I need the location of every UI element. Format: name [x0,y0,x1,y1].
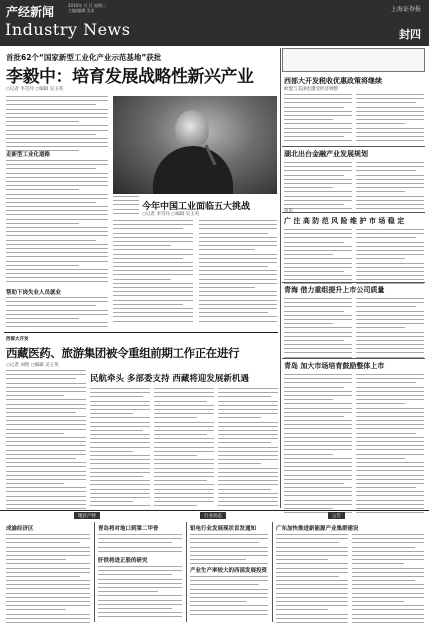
lead-headline: 李毅中：培育发展战略性新兴产业 [6,67,254,87]
right-story4-body-a [284,298,352,361]
middle-byline: ○记者 刘艳 ○编辑 吴玉英 [6,363,59,368]
para2-heading: 帮助下岗失业人员就业 [6,290,62,296]
bottom-story3-title: 肝铁将进正股的研究 [98,558,148,564]
page-label: 封四 [399,28,421,41]
bottom-story3-body [98,566,182,620]
right-rule-1 [282,146,425,147]
middle-body-col3 [154,388,214,509]
right-story5-body-b [356,374,424,516]
right-story5-body-a [284,374,352,516]
middle-body-col4 [218,388,278,509]
bottom-divider-1 [94,522,95,622]
lead-body-col2 [113,220,193,325]
bottom-story6-title: 广东加快推进新能源产业集群建设 [276,526,359,532]
lead-body-col1c [6,297,108,331]
bottom-divider-2 [186,522,187,622]
photo-caption: 今年中国工业面临五大挑战 [142,202,251,212]
right-story3-body-a [284,229,352,288]
tab-industry: 行业动态 [200,512,226,519]
right-story1-body-b [356,94,424,144]
bottom-story6-body-b [352,534,424,626]
bottom-story4-body [190,534,268,568]
bottom-story1-body [6,534,90,626]
tab-notice: 公告 [328,512,345,519]
right-story1-body-a [284,94,352,144]
right-story4-title: 青海 借力重组提升上市公司质量 [284,285,385,294]
bottom-story4-title: 铝电行业发展现状首发通知 [190,526,257,532]
photo-figure-head [175,110,209,150]
right-story1-sub: 欧盟与美国也遭受经济调整 [284,87,338,92]
middle-body-col1 [6,370,86,512]
issue-info [68,3,106,13]
lead-body-col3 [199,220,277,325]
middle-label: 西部大开发 [6,337,29,342]
right-story3-title: 广 注 高 防 范 风 险 维 护 市 场 稳 定 [284,216,405,225]
paper-name: 产经新闻 [6,5,55,19]
right-story2-body-a [284,162,352,216]
right-story4-body-b [356,298,424,361]
right-story2-title: 湖北出台金融产业发展规划 [284,149,368,158]
photo-byline: ○记者 李雪玲 ○编辑 吴玉英 [142,212,200,217]
bottom-story5-title: 产业生产率较大的西部发展投资 [190,568,268,574]
photo-figure-body [153,146,233,194]
right-rule-3 [282,282,425,283]
right-top-box [282,48,425,72]
middle-top-rule [4,332,278,333]
lead-body-col1 [6,96,108,155]
right-rule-4 [282,358,425,359]
lead-body-col2a [113,196,139,217]
issue-info-line1: 2010年 月 日 星期三 [68,3,106,8]
lead-body-col1b [6,160,108,286]
lead-photo [113,96,277,194]
bottom-story2-title: 青岛将对地口到第二甲骨 [98,526,159,532]
para1-heading: 走新型工业化道路 [6,152,51,158]
right-story5-title: 青岛 加大市场培育鼓励整体上市 [284,361,385,370]
middle-subtitle: 民航牵头 多部委支持 西藏将迎发展新机遇 [90,374,249,384]
column-divider [280,48,281,508]
bottom-divider-3 [272,522,273,622]
masthead-banner [0,0,429,46]
bottom-story6-body-a [276,534,348,626]
lead-kicker: 首批62个“国家新型工业化产业示范基地”获批 [6,53,162,62]
tab-region: 地区产经 [74,512,100,519]
bottom-story2-body [98,534,182,555]
right-rule-2 [282,212,425,213]
middle-body-col2 [90,388,150,509]
right-story3-body-b [356,229,424,288]
issue-info-line2: 主编/编辑 美术 [68,8,95,13]
right-story1-title: 西部大开发税收优惠政策将继续 [284,76,382,85]
bottom-story5-body [190,576,268,618]
edition-label: 上海证券报 [390,6,421,13]
bottom-tab-bar [0,512,429,520]
section-name-en: Industry News [5,20,131,39]
bottom-story1-title: 成渝经济区 [6,526,34,532]
middle-title: 西藏医药、旅游集团被令重组前期工作正在进行 [6,346,240,360]
lead-byline: ○记者 李雪玲 ○编辑 吴玉英 [6,87,64,92]
right-story3-label: 短讯 [284,209,293,214]
right-story2-body-b [356,162,424,216]
